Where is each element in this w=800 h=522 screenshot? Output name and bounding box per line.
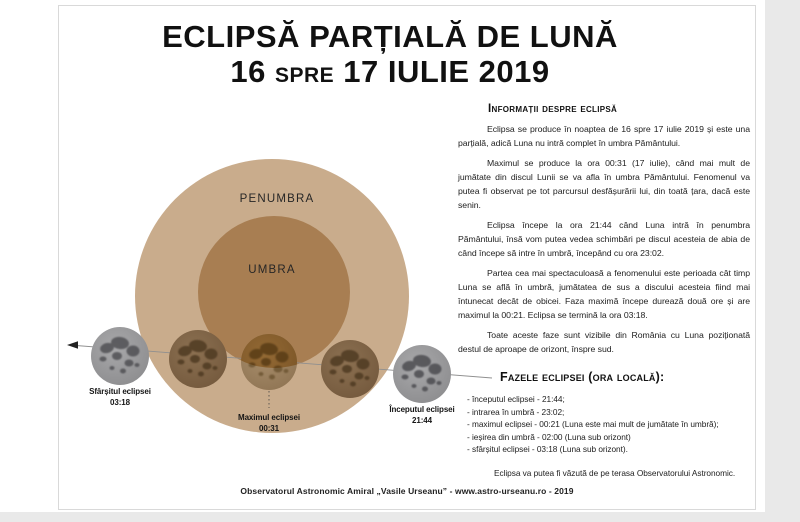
moon-end-eclipse	[91, 327, 149, 385]
phase-start-label: Începutul eclipsei	[389, 405, 455, 414]
info-paragraph: Eclipsa începe la ora 21:44 când Luna intră în penumbra Pământului, însă vom putea vedea schimbări pe discul acesteia de abia de când începe să intre în umbră, începând cu ora 23:02.	[458, 220, 750, 258]
info-paragraph: Partea cea mai spectaculoasă a fenomenului este perioada cât timp Luna se află în umbră, jumătatea de sus a discului acesteia fiind mai întunecat decât de obicei. Faza maximă începe durează două ore și are maximul la 00:21. Eclipsa se termină la ora 03:18.	[458, 268, 750, 320]
umbra-label: UMBRA	[248, 264, 296, 276]
title-date-suffix: 17 IULIE 2019	[343, 53, 550, 89]
moon-penumbra-entry	[321, 340, 379, 398]
phase-list-item: - maximul eclipsei - 00:21 (Luna este mai mult de jumătate în umbră);	[467, 419, 719, 430]
moon-start-eclipse	[393, 345, 451, 403]
phase-list-item: - începutul eclipsei - 21:44;	[467, 394, 565, 404]
info-column	[458, 103, 750, 480]
phase-end-time: 03:18	[110, 398, 130, 407]
direction-arrow-icon	[67, 341, 78, 348]
title-date-prefix: 16	[230, 53, 266, 89]
phase-end-label: Sfârșitul eclipsei	[89, 387, 151, 396]
phase-max-time: 00:31	[259, 424, 279, 433]
phase-start-time: 21:44	[412, 416, 432, 425]
viewer-background-bottom	[0, 512, 800, 522]
phase-list-item: - intrarea în umbră - 23:02;	[467, 406, 565, 417]
phase-list	[458, 393, 750, 456]
viewer-background-right	[765, 0, 800, 522]
poster-title	[40, 20, 740, 89]
footer-credit: Observatorul Astronomic Amiral „Vasile Urseanu” - www.astro-urseanu.ro - 2019	[240, 486, 574, 496]
eclipse-diagram	[40, 140, 500, 470]
moon-maximum	[241, 334, 297, 390]
phases-heading: Fazele eclipsei (ora locală):	[500, 370, 665, 384]
info-heading: Informații despre eclipsă	[488, 103, 618, 115]
title-line-1: ECLIPSĂ PARȚIALĂ DE LUNĂ	[162, 19, 618, 54]
title-spre: SPRE	[274, 63, 335, 87]
info-paragraph: Maximul se produce la ora 00:31 (17 iulie), când mai mult de jumătate din discul Lunii se va afla în umbra Pământului. Fenomenul va putea fi observat pe tot parcursul desfășurării lui, din toată țara, dacă este senin.	[458, 158, 750, 210]
title-line-2	[40, 55, 740, 90]
phase-list-item: - sfârșitul eclipsei - 03:18 (Luna sub orizont).	[467, 444, 628, 455]
phase-list-item: - ieșirea din umbră - 02:00 (Luna sub orizont)	[467, 431, 631, 442]
info-paragraph: Eclipsa se produce în noaptea de 16 spre 17 iulie 2019 și este una parțială, adică Luna nu intră complet în umbra Pământului.	[458, 124, 750, 148]
penumbra-label: PENUMBRA	[239, 193, 315, 205]
phase-max-label: Maximul eclipsei	[238, 413, 300, 422]
moon-penumbra-exit	[169, 330, 227, 388]
closing-note: Eclipsa va putea fi văzută de pe terasa Observatorului Astronomic.	[494, 467, 736, 478]
info-paragraph: Toate aceste faze sunt vizibile din România cu Luna poziționată destul de aproape de orizont, înspre sud.	[458, 330, 750, 354]
